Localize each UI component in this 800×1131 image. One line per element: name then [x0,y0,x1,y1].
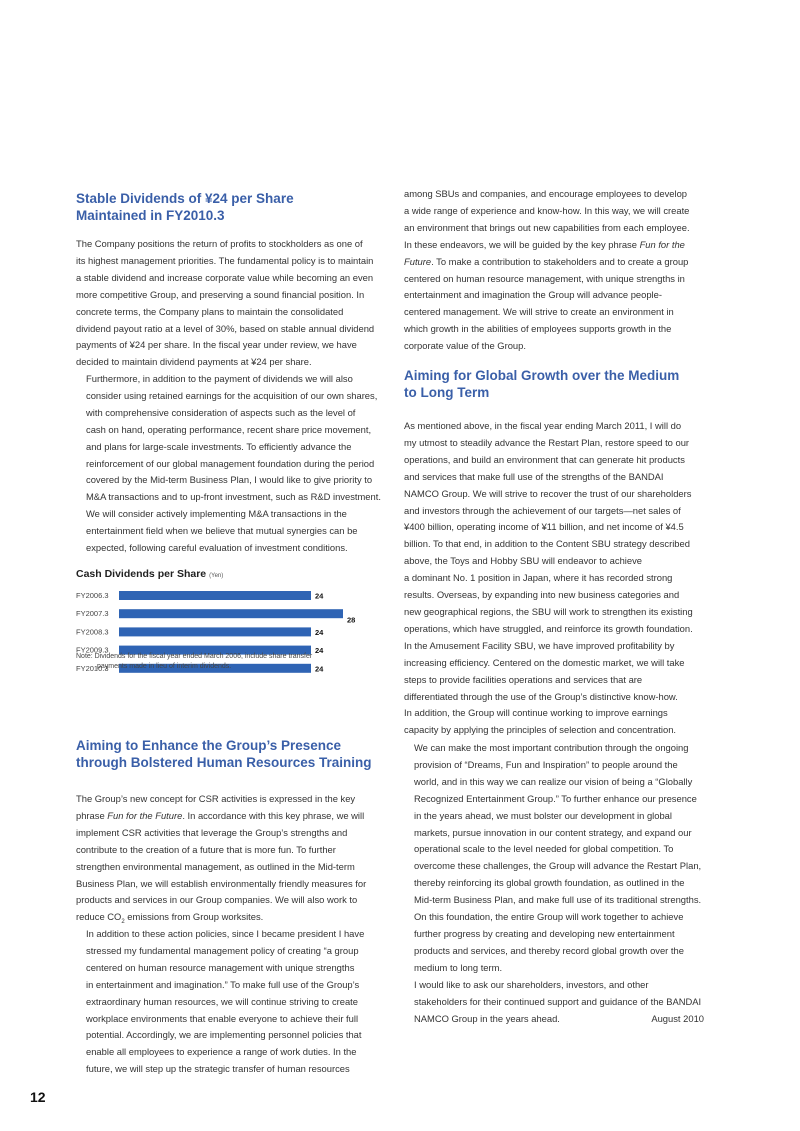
continued-line: entertainment and imagination the Group will advance people- [404,289,662,301]
chart-title: Cash Dividends per Share (Yen) [76,568,224,580]
paragraph-dividend-policy [76,236,376,371]
restart-plan-line: increasing efficiency. Centered on the domestic market, we will take [404,656,685,668]
global-vision-line: world, and in this way we can realize our vision of being a “Globally [414,775,693,787]
dividend-policy-line: payments of ¥24 per share. In the fiscal year under review, we have [76,339,357,351]
retained-earnings-line: We will consider actively implementing M&A transactions in the [86,508,347,520]
hr-policy-line: In addition to these action policies, since I became president I have [86,928,365,939]
retained-earnings-line: cash on hand, operating performance, recent share price movement, [86,423,372,435]
csr-line: strengthen environmental management, as outlined in the Mid-term [76,860,355,872]
retained-earnings-line: consider using retained earnings for the acquisition of our own shares, [86,389,378,401]
global-vision-line: overcome these challenges, the Group will advance the Restart Plan, [414,860,702,872]
paragraph-global-vision [404,740,704,977]
global-vision-line: operational scale to the level needed for global competition. To [414,843,674,855]
global-vision-line: Mid-term Business Plan, and make full use of its traditional strengths. [414,894,702,906]
category-label: FY2006.3 [76,591,109,600]
date-signature: August 2010 [651,1013,704,1024]
value-label: 24 [315,591,324,601]
continued-line: centered management. We will strive to create an environment in [404,306,674,318]
dividend-policy-line: The Company positions the return of profits to stockholders as one of [76,238,363,249]
paragraph-csr: The Group’s new concept for CSR activities is expressed in the key phrase Fun for the Future. In accordance with this key phrase, we will implement CSR activities that leverage the Group’s strengths and contribute to the creation of a future that is more fun. To further strengthen environmental management, as outlined in the Mid-term Business Plan, we will establish environmentally friendly measures for products and services in our Group companies. We will also work to reduce $CO_2$ emissions from Group worksites. [76,791,376,931]
retained-earnings-line: expected, following careful evaluation of investment conditions. [86,542,348,554]
continued-line: a wide range of experience and know-how. In this way, we will create [404,204,690,216]
value-label: 28 [347,615,356,625]
chart-unit: (Yen) [209,573,224,579]
global-vision-line: provision of “Dreams, Fun and Inspiration” to people around the [414,758,678,770]
retained-earnings-line: M&A transactions and to up-front investment, such as R&D investment. [86,491,381,503]
chart-note: Note: Dividends for the fiscal year ended March 2006, include share transfer payments made in lieu of interim dividends. [76,653,313,670]
hr-policy-line: extraordinary human resources, we will continue striving to create [86,995,358,1007]
continued-line: which growth in the abilities of employees supports growth in the [404,323,672,335]
global-vision-line: in the years ahead, we must bolster our development in global [414,809,672,821]
restart-plan-line: and services that make full use of the strengths of the BANDAI [404,470,664,482]
restart-plan-line: steps to provide facilities operations and services that are [404,673,643,685]
retained-earnings-line: covered by the Mid-term Business Plan, I would like to give priority to [86,474,373,486]
hr-policy-line: centered on human resource management with unique strengths [86,961,355,973]
value-label: 24 [315,664,324,674]
continued-line: centered on human resource management, with unique strengths in [404,272,685,284]
continued-line: among SBUs and companies, and encourage employees to develop [404,188,687,199]
section-title-global-growth: Aiming for Global Growth over the Medium to Long Term [404,368,680,400]
section-title-human-resources: Aiming to Enhance the Group’s Presence through Bolstered Human Resources Training [76,738,372,770]
retained-earnings-line: entertainment field when we believe that mutual synergies can be [86,525,358,537]
restart-plan-line: above, the Toys and Hobby SBU will endeavor to achieve [404,555,642,567]
global-vision-line: medium to long term. [414,961,503,973]
restart-plan-line: new geographical regions, the SBU will work to strengthen its existing [404,605,693,617]
dividend-policy-line: concrete terms, the Company plans to maintain the consolidated [76,305,344,317]
restart-plan-line: results. Overseas, by expanding into new business categories and [404,589,680,601]
paragraph-restart-plan [404,418,704,739]
restart-plan-line: billion. To that end, in addition to the Content SBU strategy described [404,538,690,550]
dividend-policy-line: its highest management priorities. The fundamental policy is to maintain [76,254,374,266]
restart-plan-line: NAMCO Group. We will strive to recover the trust of our shareholders [404,487,692,499]
hr-policy-line: workplace environments that enable everyone to achieve their full [86,1012,359,1024]
retained-earnings-line: with comprehensive consideration of aspects such as the level of [86,406,356,418]
section-title-dividends: Stable Dividends of ¥24 per Share Maintained in FY2010.3 [76,191,294,223]
restart-plan-line: operations, which have struggled, and reinforce its growth foundation. [404,622,693,634]
paragraph-continued: among SBUs and companies, and encourage employees to develop a wide range of experience and know-how. In this way, we will create an environment that brings out new capabilities from each employee. In these endeavors, we will be guided by the key phrase Fun for the Future. To make a contribution to stakeholders and to create a group centered on human resource management, with unique strengths in entertainment and imagination the Group will advance people- centered management. We will strive to create an environment in which growth in the abilities of employees supports growth in the corporate value of the Group. [404,186,704,355]
paragraph-hr-policy [76,926,376,1078]
global-vision-line: products and services, and thereby record global growth over the [414,944,684,956]
value-label: 24 [315,627,324,637]
restart-plan-line: As mentioned above, in the fiscal year ending March 2011, I will do [404,420,682,431]
restart-plan-line: differentiated through the use of the Group’s distinctive know-how. [404,690,678,702]
hr-policy-line: future, we will step up the strategic transfer of human resources [86,1063,350,1075]
restart-plan-line: and investors through the achievement of our targets—net sales of [404,504,681,516]
category-label: FY2010.3 [76,663,109,673]
global-vision-line: thereby reinforcing its global growth foundation, as outlined in the [414,877,685,889]
retained-earnings-line: and plans for large-scale investments. To efficiently advance the [86,440,352,452]
global-vision-line: markets, pursue innovation in our content strategy, and expand our [414,826,692,838]
restart-plan-line: a dominant No. 1 position in Japan, where it has recorded strong [404,572,673,584]
restart-plan-line: In the Amusement Facility SBU, we have improved profitability by [404,639,675,651]
global-vision-line: On this foundation, the entire Group will work together to achieve [414,911,684,923]
csr-line: Business Plan, we will establish environmentally friendly measures for [76,877,367,889]
csr-line: products and services in our Group companies. We will also work to [76,894,358,906]
hr-policy-line: enable all employees to experience a range of work duties. In the [86,1046,357,1058]
dividend-policy-line: dividend payout ratio at a level of 30%, based on stable annual dividend [76,322,375,334]
global-vision-line: We can make the most important contribution through the ongoing [414,742,689,753]
csr-line: implement CSR activities that leverage the Group’s strengths and [76,826,348,838]
retained-earnings-line: Furthermore, in addition to the payment of dividends we will also [86,373,353,384]
continued-line: an environment that brings out new capabilities from each employee. [404,221,690,233]
value-label: 24 [315,646,324,656]
bar [119,591,311,600]
csr-line: contribute to the creation of a future that is more fun. To further [76,843,336,855]
paragraph-retained-earnings [76,371,381,557]
category-label: FY2008.3 [76,627,109,637]
restart-plan-line: operations, and build an environment that can generate hit products [404,453,685,465]
restart-plan-line: capacity by applying the principles of selection and concentration. [404,724,677,736]
hr-policy-line: stressed my fundamental management policy of creating “a group [86,944,359,956]
bar [119,609,343,618]
restart-plan-line: ¥400 billion, operating income of ¥11 billion, and net income of ¥4.5 [404,521,684,533]
closing-line: I would like to ask our shareholders, investors, and other [414,979,649,990]
global-vision-line: Recognized Entertainment Group.” To further enhance our presence [414,792,697,804]
bar [119,627,311,636]
dividend-policy-line: more competitive Group, and preserving a sound financial position. In [76,288,365,300]
retained-earnings-line: reinforcement of our global management foundation during the period [86,457,375,469]
hr-policy-line: in entertainment and imagination.” To make full use of the Group’s [86,978,360,990]
global-vision-line: further progress by creating and developing new entertainment [414,927,675,939]
hr-policy-line: potential. Accordingly, we are implementing personnel policies that [86,1029,362,1041]
continued-line: corporate value of the Group. [404,340,526,352]
dividend-policy-line: a stable dividend and increase corporate value while becoming an even [76,271,374,283]
restart-plan-line: In addition, the Group will continue working to improve earnings [404,707,668,719]
dividend-policy-line: decided to maintain dividend payments at ¥24 per share. [76,356,312,368]
page-number: 12 [30,1089,46,1105]
closing-line: NAMCO Group in the years ahead. [414,1012,560,1024]
category-label: FY2007.3 [76,609,109,619]
restart-plan-line: my utmost to steadily advance the Restart Plan, restore speed to our [404,436,690,448]
closing-line: stakeholders for their continued support and guidance of the BANDAI [414,995,702,1007]
category-label: FY2009.3 [76,645,109,655]
